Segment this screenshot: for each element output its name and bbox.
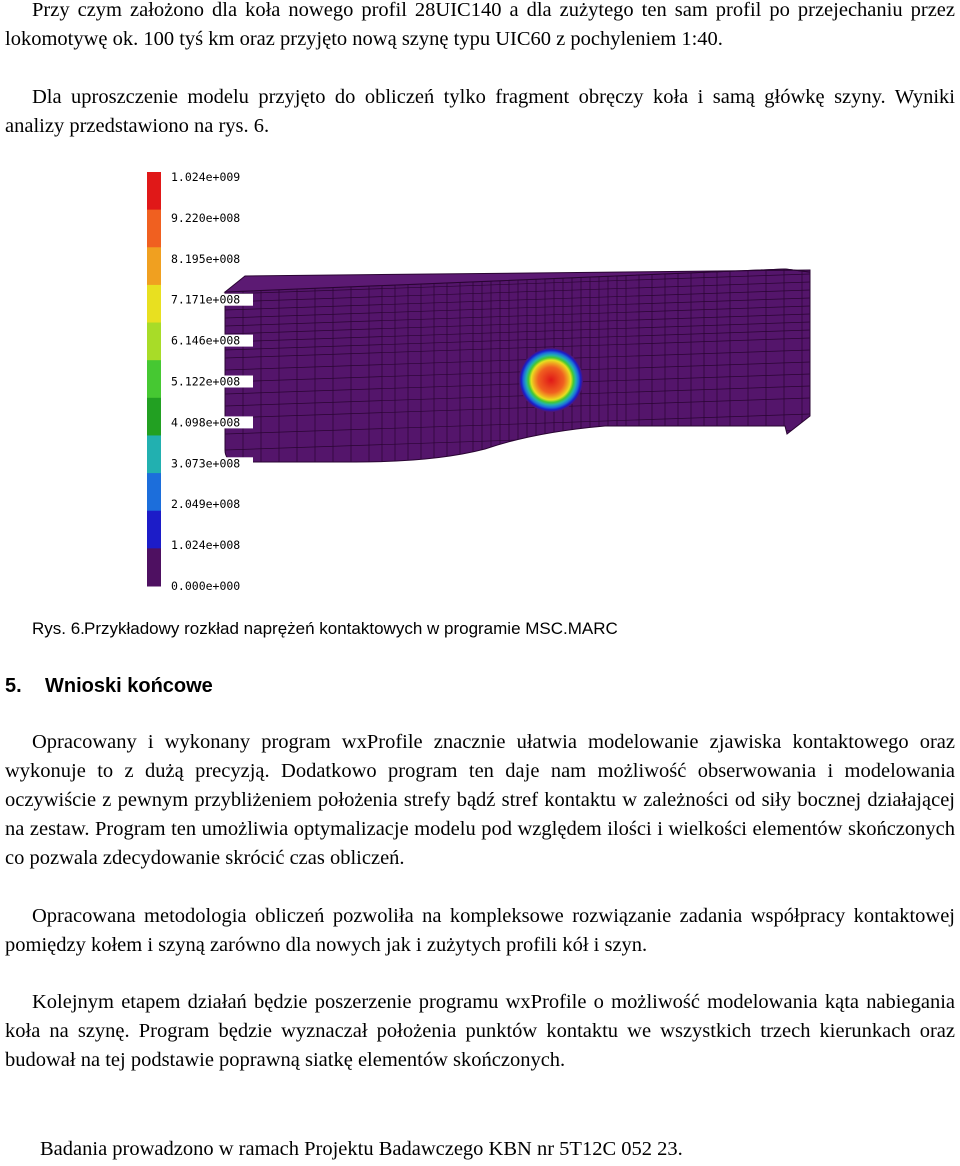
section-heading bbox=[5, 672, 213, 700]
scale-segment bbox=[147, 398, 161, 436]
scale-segment bbox=[147, 511, 161, 549]
scale-segment bbox=[147, 548, 161, 586]
section-number: 5. bbox=[5, 675, 22, 697]
scale-label: 6.146e+008 bbox=[171, 333, 241, 348]
figure-caption-number: Rys. 6. bbox=[32, 619, 85, 638]
scale-label: 1.024e+008 bbox=[171, 538, 241, 553]
conclusions-paragraph-2: Opracowana metodologia obliczeń pozwoliła na kompleksowe rozwiązanie zadania współpracy kontaktowej pomiędzy kołem i szyną zarówno dla nowych jak i zużytych profili kół i szyn. bbox=[5, 905, 955, 956]
scale-segment bbox=[147, 360, 161, 398]
scale-segment bbox=[147, 435, 161, 473]
scale-label: 1.024e+009 bbox=[171, 170, 241, 184]
scale-segment bbox=[147, 247, 161, 285]
scale-label: 4.098e+008 bbox=[171, 415, 241, 430]
conclusions-paragraph-1: Opracowany i wykonany program wxProfile znacznie ułatwia modelowanie zjawiska kontaktowego oraz wykonuje to z dużą precyzją. Dodatkowo program ten daje nam możliwość obserwowania i modelowania oczywiście z pewnym przybliżeniem położenia strefy bądź stref kontaktu w zależności od siły bocznej działającej na zestaw. Program ten umożliwia optymalizacje modelu pod względem ilości i wielkości elementów skończonych co pozwala zdecydowanie skrócić czas obliczeń. bbox=[5, 731, 955, 869]
scale-segment bbox=[147, 210, 161, 248]
color-scale-bar bbox=[147, 172, 161, 587]
scale-label: 2.049e+008 bbox=[171, 497, 241, 512]
intro-paragraph-1: Przy czym założono dla koła nowego profil 28UIC140 a dla zużytego ten sam profil po przejechaniu przez lokomotywę ok. 100 tyś km oraz przyjęto nową szynę typu UIC60 z pochyleniem 1:40. bbox=[5, 0, 955, 50]
footer-note: Badania prowadzono w ramach Projektu Badawczego KBN nr 5T12C 052 23. bbox=[40, 1138, 683, 1160]
section-title: Wnioski końcowe bbox=[45, 675, 213, 697]
stress-plot-svg bbox=[145, 164, 815, 594]
intro-paragraph-2: Dla uproszczenie modelu przyjęto do obliczeń tylko fragment obręczy koła i samą główkę szyny. Wyniki analizy przedstawiono na rys. 6. bbox=[5, 86, 955, 137]
fem-stress-figure bbox=[145, 164, 815, 594]
scale-label: 7.171e+008 bbox=[171, 292, 241, 307]
figure-caption-text: Przykładowy rozkład naprężeń kontaktowych w programie MSC.MARC bbox=[84, 619, 618, 638]
scale-label: 5.122e+008 bbox=[171, 374, 241, 389]
scale-segment bbox=[147, 323, 161, 361]
scale-label: 9.220e+008 bbox=[171, 210, 241, 225]
scale-label: 0.000e+000 bbox=[171, 579, 241, 593]
fem-mesh bbox=[225, 264, 810, 464]
scale-segment bbox=[147, 172, 161, 210]
mesh-body bbox=[225, 269, 810, 462]
scale-label: 8.195e+008 bbox=[171, 251, 241, 266]
conclusions-paragraph-3: Kolejnym etapem działań będzie poszerzenie programu wxProfile o możliwość modelowania kąta nabiegania koła na szynę. Program będzie wyznaczał położenia punktów kontaktu we wszystkich trzech kierunkach oraz budował na tej podstawie poprawną siatkę elementów skończonych. bbox=[5, 991, 955, 1071]
scale-segment bbox=[147, 285, 161, 323]
scale-label: 3.073e+008 bbox=[171, 456, 241, 471]
scale-segment bbox=[147, 473, 161, 511]
contact-stress-hotspot bbox=[519, 348, 583, 412]
color-scale-labels bbox=[169, 170, 253, 593]
figure-caption bbox=[32, 617, 618, 641]
